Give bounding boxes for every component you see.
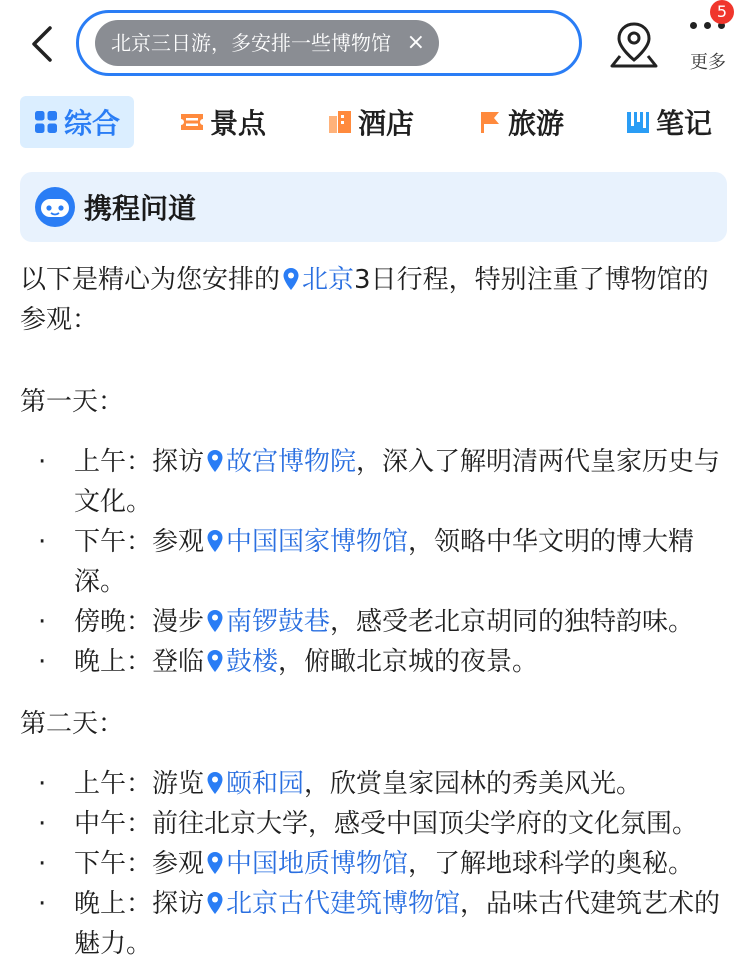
place-name: 故宫博物院 [226,447,357,477]
item-text: ，欣赏皇家园林的秀美风光。 [304,769,643,799]
place-name: 中国地质博物馆 [226,849,409,879]
notes-icon [626,110,650,134]
place-name: 南锣鼓巷 [226,607,331,637]
place-name: 中国国家博物馆 [226,527,409,557]
item-text: 傍晚：漫步 [74,607,205,637]
item-text: 下午：参观 [74,527,205,557]
bullet: · [38,607,47,637]
intro-text: 3日行程，特别注重了博物馆的参观： [20,265,709,335]
chevron-left-icon [26,22,62,66]
place-link[interactable] [280,265,354,295]
list-item [20,442,732,522]
location-pin-icon [282,267,300,291]
day-two-list [20,764,732,964]
place-link[interactable] [204,647,278,677]
item-text: 中午：前往北京大学，感受中国顶尖学府的文化氛围。 [74,809,699,839]
item-text: 上午：游览 [74,769,205,799]
flag-icon [478,110,502,134]
item-text: ，深入了解明清两代皇家历史与文化。 [74,447,721,517]
item-text: ，感受老北京胡同的独特韵味。 [330,607,695,637]
day-one-list [20,442,732,682]
tab-label: 笔记 [656,107,713,140]
item-text: 下午：参观 [74,849,205,879]
day-heading: 第二天： [20,709,125,739]
day-heading: 第一天： [20,387,125,417]
place-link[interactable] [204,607,330,637]
ctrip-assistant-title: 携程问道 [84,192,197,225]
top-bar [0,0,750,88]
place-link[interactable] [204,527,408,557]
tab-label: 景点 [210,107,267,140]
clear-query-icon[interactable]: × [406,30,425,55]
search-query-text: 北京三日游，多安排一些博物馆 [111,31,391,55]
map-pin-icon [606,16,662,72]
list-item [20,844,732,884]
intro-text: 以下是精心为您安排的 [20,265,281,295]
tab-notes[interactable] [626,96,712,148]
place-name: 鼓楼 [226,647,279,677]
list-item [20,522,732,602]
location-pin-icon [206,529,224,553]
tab-travel[interactable] [478,96,564,148]
tab-label: 酒店 [358,107,415,140]
tab-label: 综合 [64,107,121,140]
map-button[interactable] [606,16,662,72]
location-pin-icon [206,891,224,915]
back-button[interactable] [26,22,62,66]
location-pin-icon [206,649,224,673]
intro-paragraph [20,260,732,340]
place-link[interactable] [204,447,356,477]
category-tabs [0,96,750,150]
place-name: 颐和园 [226,769,305,799]
list-item [20,602,732,642]
item-text: 晚上：登临 [74,647,205,677]
item-text: 晚上：探访 [74,889,205,919]
bullet: · [38,527,47,557]
item-text: ，领略中华文明的博大精深。 [74,527,695,597]
list-item [20,764,732,804]
ctrip-assistant-card [20,172,727,242]
item-text: ，了解地球科学的奥秘。 [408,849,695,879]
bullet: · [38,769,47,799]
bullet: · [38,647,47,677]
bullet: · [38,849,47,879]
ticket-icon [180,110,204,134]
ctrip-assistant-logo-icon [34,186,76,228]
notification-badge: 5 [710,0,734,24]
place-name: 北京 [302,265,355,295]
location-pin-icon [206,771,224,795]
list-item [20,884,732,964]
list-item [20,804,732,844]
tab-hotels[interactable] [328,96,414,148]
tab-label: 旅游 [508,107,565,140]
building-icon [328,110,352,134]
bullet: · [38,809,47,839]
more-button[interactable] [680,2,736,78]
list-item [20,642,732,682]
grid-icon [34,110,58,134]
search-input[interactable] [76,10,582,76]
location-pin-icon [206,609,224,633]
location-pin-icon [206,449,224,473]
place-name: 北京古代建筑博物馆 [226,889,461,919]
item-text: ，俯瞰北京城的夜景。 [278,647,539,677]
location-pin-icon [206,851,224,875]
tab-overview[interactable] [20,96,134,148]
place-link[interactable] [204,889,460,919]
bullet: · [38,447,47,477]
place-link[interactable] [204,769,304,799]
search-query-chip[interactable] [95,20,439,66]
tab-attractions[interactable] [180,96,266,148]
item-text: 上午：探访 [74,447,205,477]
more-label: 更多 [690,52,726,73]
item-text: ，品味古代建筑艺术的魅力。 [74,889,721,959]
bullet: · [38,889,47,919]
place-link[interactable] [204,849,408,879]
